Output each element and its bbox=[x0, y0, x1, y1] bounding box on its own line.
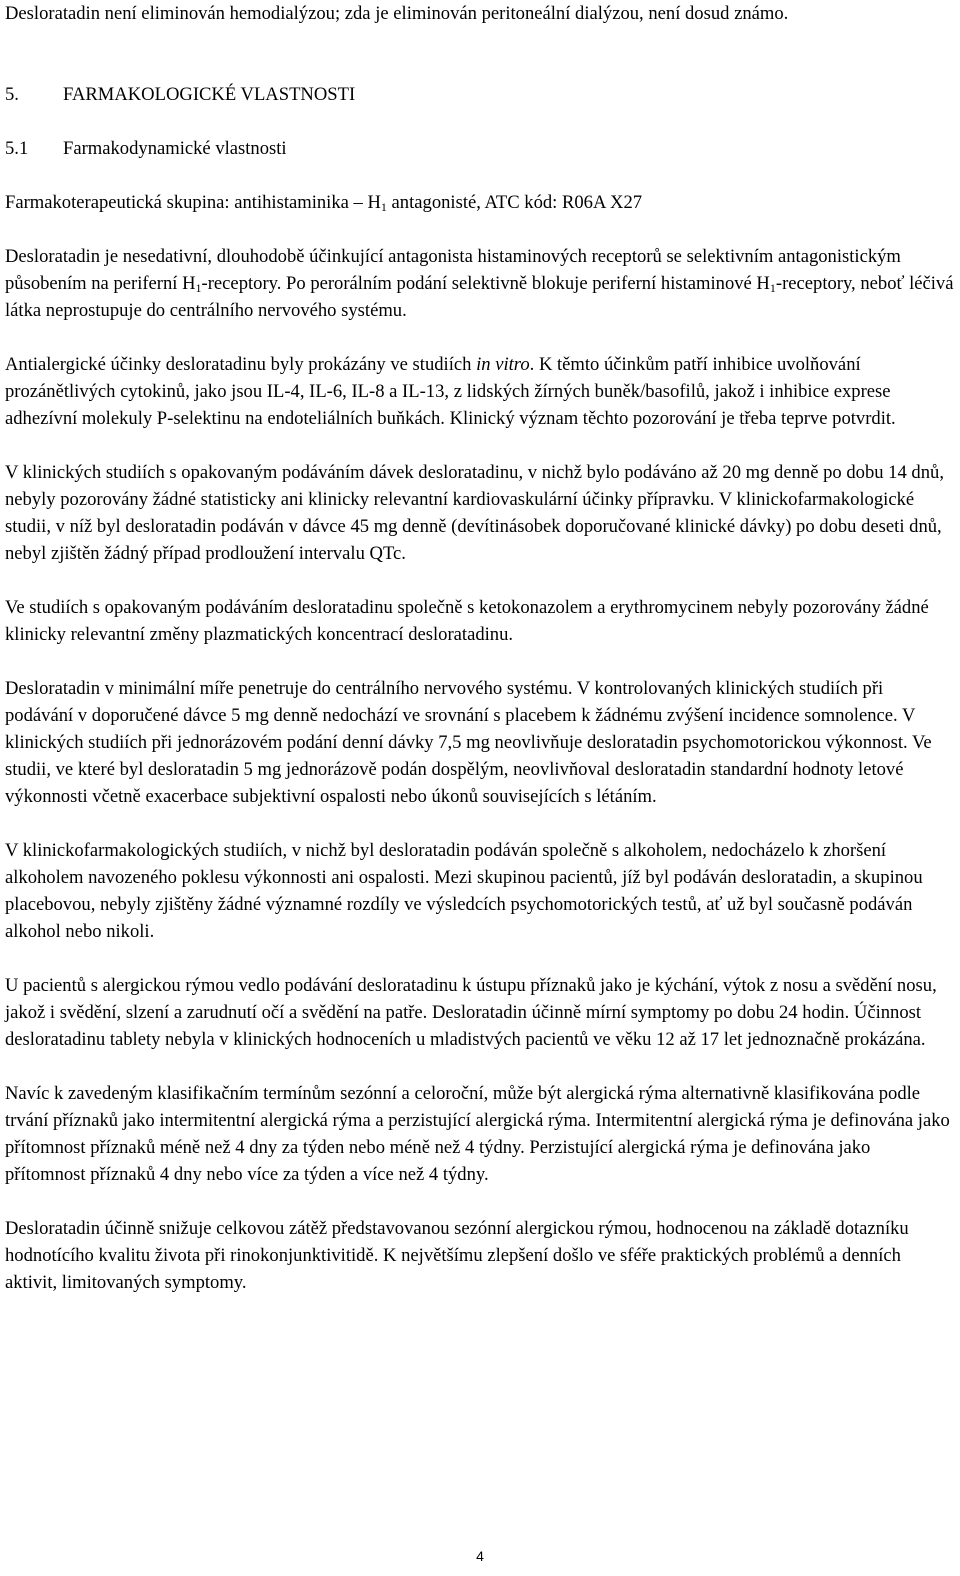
subscript-1: 1 bbox=[195, 281, 202, 295]
section-title: FARMAKOLOGICKÉ VLASTNOSTI bbox=[63, 84, 356, 105]
body-paragraph-interactions: Ve studiích s opakovaným podáváním desloratadinu společně s ketokonazolem a erythromycinem nebyly pozorovány žádné klinicky relevantní změny plazmatických koncentrací desloratadinu. bbox=[5, 597, 929, 645]
mechanism-paragraph bbox=[5, 243, 955, 324]
subsection-heading bbox=[5, 135, 955, 162]
subscript-1: 1 bbox=[769, 281, 776, 295]
mechanism-text-1: Desloratadin je nesedativní, dlouhodobě účinkující antagonista histaminových receptorů se selektivním antagonistickým působením na periferní H bbox=[5, 246, 901, 294]
subsection-title: Farmakodynamické vlastnosti bbox=[63, 138, 287, 159]
subscript-1: 1 bbox=[380, 200, 387, 214]
document-page bbox=[5, 0, 955, 1296]
antiallergic-text-1: Antialergické účinky desloratadinu byly prokázány ve studiích bbox=[5, 354, 477, 375]
page-number: 4 bbox=[476, 1548, 484, 1564]
section-number: 5. bbox=[5, 84, 19, 105]
pharmacotherapeutic-group bbox=[5, 189, 955, 216]
mechanism-text-3: -receptory, neboť léčivá látka neprostupuje do centrálního nervového systému. bbox=[5, 273, 954, 321]
antiallergic-paragraph bbox=[5, 351, 955, 432]
body-paragraph-alcohol: V klinickofarmakologických studiích, v nichž byl desloratadin podáván společně s alkoholem, nedocházelo k zhoršení alkoholem navozeného poklesu výkonnosti ani ospalosti. Mezi skupinou pacientů, jíž byl podáván desloratadin, a skupinou placebovou, nebyly zjištěny žádné významné rozdíly ve výsledcích psychomotorických testů, ať už byl současně podáván alkohol nebo nikoli. bbox=[5, 840, 923, 942]
antiallergic-text-2: . K těmto účinkům patří inhibice uvolňování prozánětlivých cytokinů, jako jsou IL-4, IL-6, IL-8 a IL-13, z lidských žírných buněk/basofilů, jakož i inhibice exprese adhezívní molekuly P-selektinu na endoteliálních buňkách. Klinický význam těchto pozorování je třeba teprve potvrdit. bbox=[5, 354, 896, 429]
section-heading bbox=[5, 81, 955, 108]
body-paragraph-cardio: V klinických studiích s opakovaným podáváním dávek desloratadinu, v nichž bylo podáváno až 20 mg denně po dobu 14 dnů, nebyly pozorovány žádné statisticky ani klinicky relevantní kardiovaskulární účinky přípravku. V klinickofarmakologické studii, v níž byl desloratadin podáván v dávce 45 mg denně (devítinásobek doporučované klinické dávky) po dobu deseti dnů, nebyl zjištěn žádný případ prodloužení intervalu QTc. bbox=[5, 462, 944, 564]
body-paragraph-allergic-rhinitis: U pacientů s alergickou rýmou vedlo podávání desloratadinu k ústupu příznaků jako je kýchání, výtok z nosu a svědění nosu, jakož i svědění, slzení a zarudnutí očí a svědění na patře. Desloratadin účinně mírní symptomy po dobu 24 hodin. Účinnost desloratadinu tablety nebyla v klinických hodnoceních u mladistvých pacientů ve věku 12 až 17 let jednoznačně prokázána. bbox=[5, 975, 937, 1050]
in-vitro-italic: in vitro bbox=[476, 354, 530, 375]
subsection-number: 5.1 bbox=[5, 138, 29, 159]
dialysis-paragraph: Desloratadin není eliminován hemodialýzou; zda je eliminován peritoneální dialýzou, není dosud známo. bbox=[5, 3, 789, 24]
mechanism-text-2: -receptory. Po perorálním podání selektivně blokuje periferní histaminové H bbox=[201, 273, 770, 294]
pharmacotherapeutic-text-1: Farmakoterapeutická skupina: antihistaminika – H bbox=[5, 192, 381, 213]
body-paragraph-classification: Navíc k zavedeným klasifikačním termínům sezónní a celoroční, může být alergická rýma alternativně klasifikována podle trvání příznaků jako intermitentní alergická rýma a perzistující alergická rýma. Intermitentní alergická rýma je definována jako přítomnost příznaků méně než 4 dny za týden nebo méně než 4 týdny. Perzistující alergická rýma je definována jako přítomnost příznaků 4 dny nebo více za týden a více než 4 týdny. bbox=[5, 1083, 950, 1185]
body-paragraph-cns: Desloratadin v minimální míře penetruje do centrálního nervového systému. V kontrolovaných klinických studiích při podávání v doporučené dávce 5 mg denně nedochází ve srovnání s placebem k žádnému zvýšení incidence somnolence. V klinických studiích při jednorázovém podání denní dávky 7,5 mg neovlivňuje desloratadin psychomotorickou výkonnost. Ve studii, ve které byl desloratadin 5 mg jednorázově podán dospělým, neovlivňoval desloratadin standardní hodnoty letové výkonnosti včetně exacerbace subjektivní ospalosti nebo úkonů souvisejících s létáním. bbox=[5, 678, 932, 807]
pharmacotherapeutic-text-2: antagonisté, ATC kód: R06A X27 bbox=[386, 192, 643, 213]
body-paragraph-quality-of-life: Desloratadin účinně snižuje celkovou zátěž představovanou sezónní alergickou rýmou, hodnocenou na základě dotazníku hodnotícího kvalitu života při rinokonjunktivitidě. K největšímu zlepšení došlo ve sféře praktických problémů a denních aktivit, limitovaných symptomy. bbox=[5, 1218, 909, 1293]
